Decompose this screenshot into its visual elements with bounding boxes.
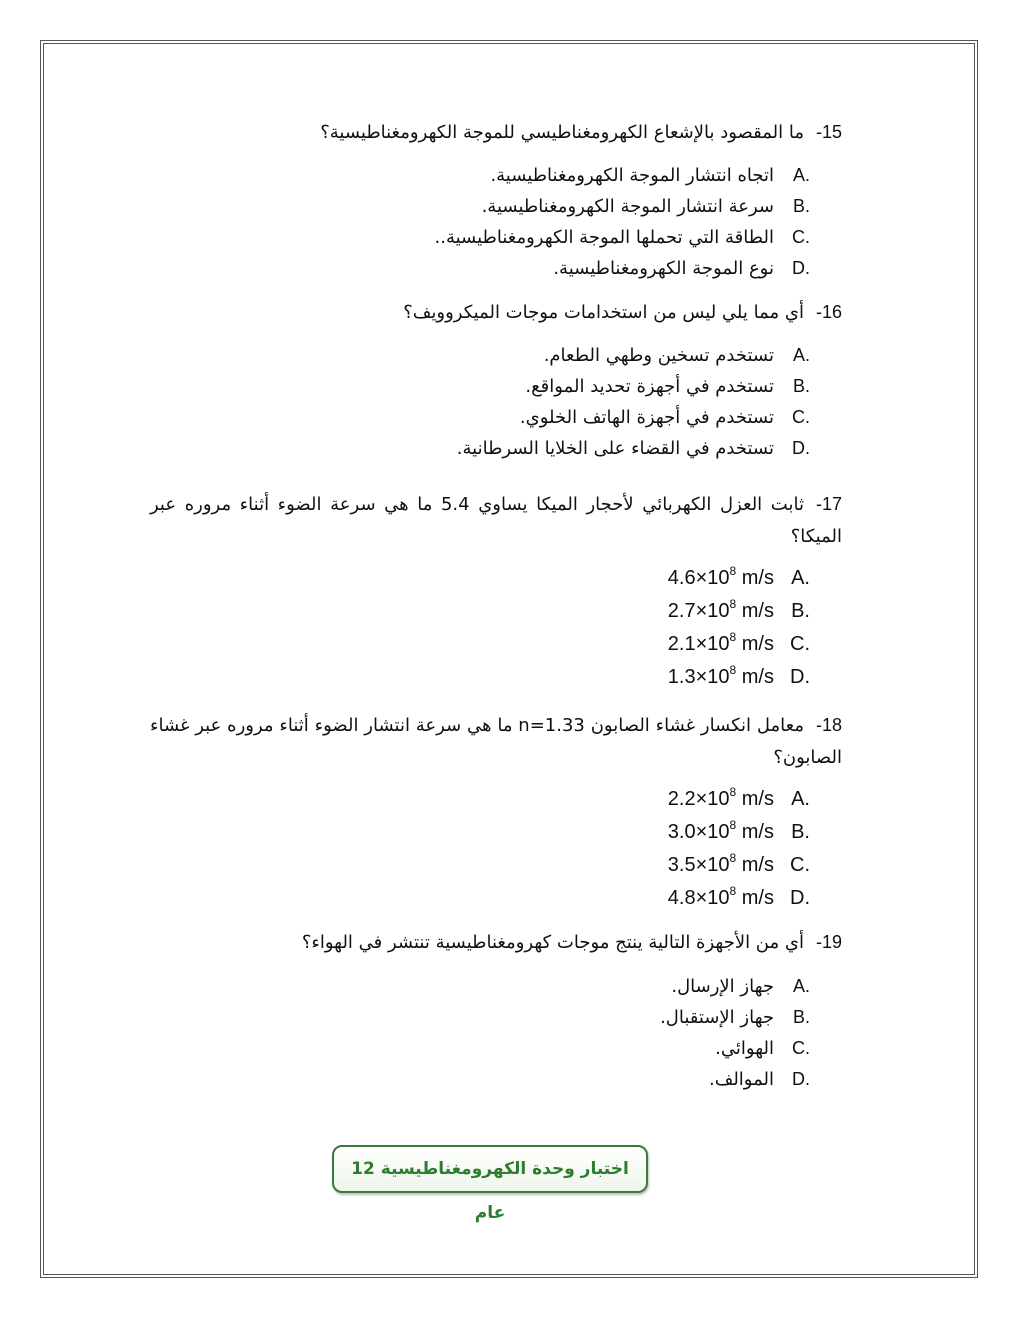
question-text: معامل انكسار غشاء الصابون n=1.33 ما هي سرعة انتشار الضوء أثناء مروره عبر غشاء الصابون؟ — [150, 715, 842, 768]
question-19 — [142, 926, 842, 959]
question-number: 19- — [815, 932, 842, 952]
option-b[interactable]: B.تستخدم في أجهزة تحديد المواقع. — [525, 376, 810, 397]
option-a[interactable]: $A.2.2\times 10^8$ m/s — [667, 785, 810, 810]
option-c[interactable]: $C.3.5\times 10^8$ m/s — [667, 851, 810, 876]
question-15-options — [435, 160, 810, 284]
option-b[interactable]: $B.2.7\times 10^8$ m/s — [667, 597, 810, 622]
footer-title-box — [332, 1145, 648, 1223]
option-d[interactable]: $D.1.3\times 10^8$ m/s — [667, 663, 810, 688]
option-a[interactable]: A.تستخدم تسخين وطهي الطعام. — [543, 345, 810, 366]
question-17-options — [668, 562, 810, 694]
question-number: 15- — [815, 122, 842, 142]
question-number: 18- — [815, 715, 843, 735]
option-d[interactable]: $D.4.8\times 10^8$ m/s — [667, 884, 810, 909]
option-b[interactable]: B.سرعة انتشار الموجة الكهرومغناطيسية. — [481, 196, 810, 217]
option-c[interactable]: C.الطاقة التي تحملها الموجة الكهرومغناطيسية.. — [434, 227, 810, 248]
question-18 — [150, 709, 842, 774]
footer-title: اختبار وحدة الكهرومغناطيسية 12 عام — [351, 1159, 629, 1223]
option-c[interactable]: $C.2.1\times 10^8$ m/s — [667, 630, 810, 655]
question-text: أي مما يلي ليس من استخدامات موجات الميكروويف؟ — [403, 302, 804, 323]
question-18-options — [668, 783, 810, 915]
question-16 — [142, 296, 842, 329]
option-d[interactable]: D.نوع الموجة الكهرومغناطيسية. — [553, 258, 810, 279]
option-a[interactable]: $A.4.6\times 10^8$ m/s — [667, 564, 810, 589]
question-text: ما المقصود بالإشعاع الكهرومغناطيسي للموجة الكهرومغناطيسية؟ — [320, 122, 804, 143]
option-d[interactable]: D.الموالف. — [708, 1069, 810, 1090]
question-text: أي من الأجهزة التالية ينتج موجات كهرومغناطيسية تنتشر في الهواء؟ — [301, 932, 804, 953]
question-19-options — [660, 971, 810, 1095]
option-a[interactable]: A.جهاز الإرسال. — [671, 976, 810, 997]
option-d[interactable]: D.تستخدم في القضاء على الخلايا السرطانية. — [456, 438, 810, 459]
question-16-options — [457, 340, 810, 464]
option-c[interactable]: C.الهوائي. — [715, 1038, 810, 1059]
question-number: 17- — [815, 494, 842, 514]
question-17 — [150, 488, 842, 553]
option-c[interactable]: C.تستخدم في أجهزة الهاتف الخلوي. — [519, 407, 810, 428]
question-number: 16- — [815, 302, 842, 322]
question-15 — [142, 116, 842, 149]
option-a[interactable]: A.اتجاه انتشار الموجة الكهرومغناطيسية. — [490, 165, 810, 186]
option-b[interactable]: $B.3.0\times 10^8$ m/s — [667, 818, 810, 843]
question-text: ثابت العزل الكهربائي لأحجار الميكا يساوي 5.4 ما هي سرعة الضوء أثناء مروره عبر الميكا؟ — [150, 494, 842, 547]
option-b[interactable]: B.جهاز الإستقبال. — [660, 1007, 810, 1028]
